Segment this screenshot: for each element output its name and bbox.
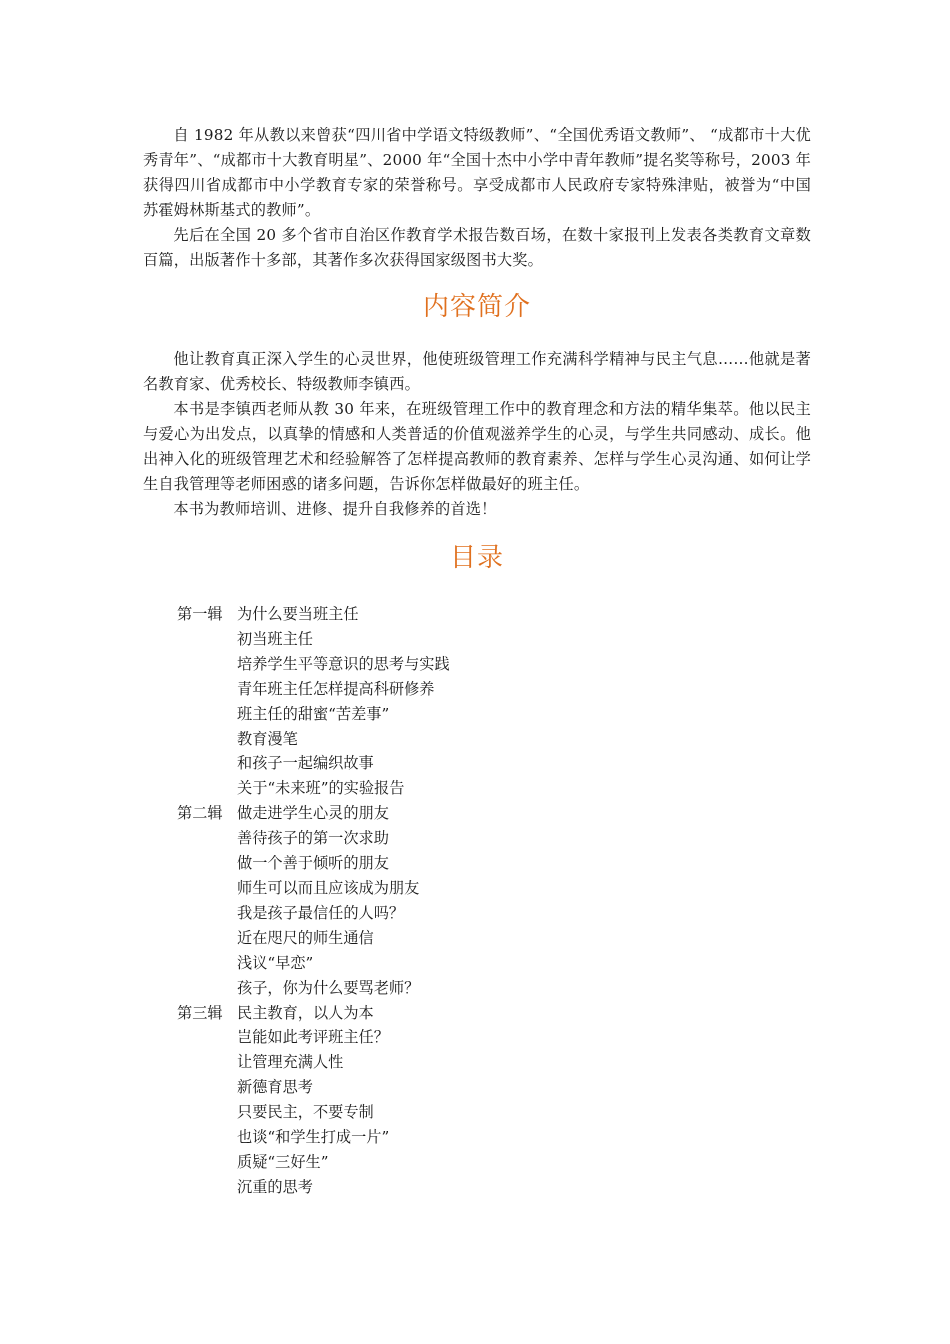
toc-section	[177, 602, 811, 801]
toc-item: 师生可以而且应该成为朋友	[237, 878, 420, 897]
table-of-contents	[177, 602, 811, 1200]
toc-item: 浅议“早恋”	[237, 953, 314, 972]
toc-part-row	[177, 602, 811, 627]
document-page	[143, 123, 811, 1200]
toc-part-label: 第二辑	[177, 804, 223, 823]
intro-paragraph: 本书为教师培训、进修、提升自我修养的首选！	[173, 500, 497, 518]
content-intro	[143, 347, 811, 522]
intro-paragraph: 本书是李镇西老师从教 30 年来，在班级管理工作中的教育理念和方法的精华集萃。他以民主与爱心为出发点，以真挚的情感和人类普适的价值观滋养学生的心灵，与学生共同感动、成长。他出神入化的班级管理艺术和经验解答了怎样提高教师的教育素养、怎样与学生心灵沟通、如何让学生自我管理等老师困惑的诸多问题，告诉你怎样做最好的班主任。	[143, 400, 811, 493]
toc-section	[177, 1001, 811, 1200]
toc-item: 做一个善于倾听的朋友	[237, 854, 389, 873]
toc-part-row	[177, 801, 811, 826]
toc-part-label: 第一辑	[177, 605, 223, 623]
toc-item: 青年班主任怎样提高科研修养	[237, 679, 435, 698]
toc-item: 岂能如此考评班主任？	[237, 1028, 389, 1047]
toc-item: 只要民主，不要专制	[237, 1103, 374, 1122]
toc-item: 新德育思考	[237, 1078, 313, 1097]
toc-item: 教育漫笔	[237, 729, 298, 748]
toc-section	[177, 801, 811, 1000]
toc-item: 孩子，你为什么要骂老师？	[237, 978, 420, 997]
toc-item: 培养学生平等意识的思考与实践	[237, 654, 450, 673]
toc-item: 班主任的甜蜜“苦差事”	[237, 704, 390, 723]
toc-item: 我是孩子最信任的人吗？	[237, 903, 405, 922]
toc-part-title: 民主教育，以人为本	[237, 1003, 374, 1022]
toc-item: 近在咫尺的师生通信	[237, 928, 374, 947]
toc-part-title: 为什么要当班主任	[237, 605, 359, 623]
bio-paragraph: 先后在全国 20 多个省市自治区作教育学术报告数百场，在数十家报刊上发表各类教育文章数百篇，出版著作十多部，其著作多次获得国家级图书大奖。	[143, 226, 811, 269]
toc-heading: 目录	[449, 543, 504, 573]
toc-part-title: 做走进学生心灵的朋友	[237, 804, 389, 823]
toc-item: 质疑“三好生”	[237, 1152, 329, 1171]
intro-paragraph: 他让教育真正深入学生的心灵世界，他使班级管理工作充满科学精神与民主气息……他就是著名教育家、优秀校长、特级教师李镇西。	[143, 350, 811, 393]
toc-item: 和孩子一起编织故事	[237, 754, 374, 773]
toc-part-row	[177, 1001, 811, 1026]
toc-item: 让管理充满人性	[237, 1053, 344, 1072]
intro-heading: 内容简介	[422, 292, 531, 322]
toc-item: 也谈“和学生打成一片”	[237, 1128, 390, 1147]
toc-item: 沉重的思考	[237, 1177, 313, 1196]
bio-paragraph: 自 1982 年从教以来曾获“四川省中学语文特级教师”、“全国优秀语文教师”、 “成都市十大优秀青年”、“成都市十大教育明星”、2000 年“全国十杰中小学中青年教师”提名奖等称号，2003 年获得四川省成都市中小学教育专家的荣誉称号。享受成都市人民政府专家特殊津贴，被誉为“中国苏霍姆林斯基式的教师”。	[143, 126, 811, 219]
toc-item: 关于“未来班”的实验报告	[237, 779, 405, 798]
toc-item: 初当班主任	[237, 629, 313, 648]
author-bio	[143, 123, 811, 273]
toc-item: 善待孩子的第一次求助	[237, 829, 389, 848]
toc-part-label: 第三辑	[177, 1003, 223, 1022]
